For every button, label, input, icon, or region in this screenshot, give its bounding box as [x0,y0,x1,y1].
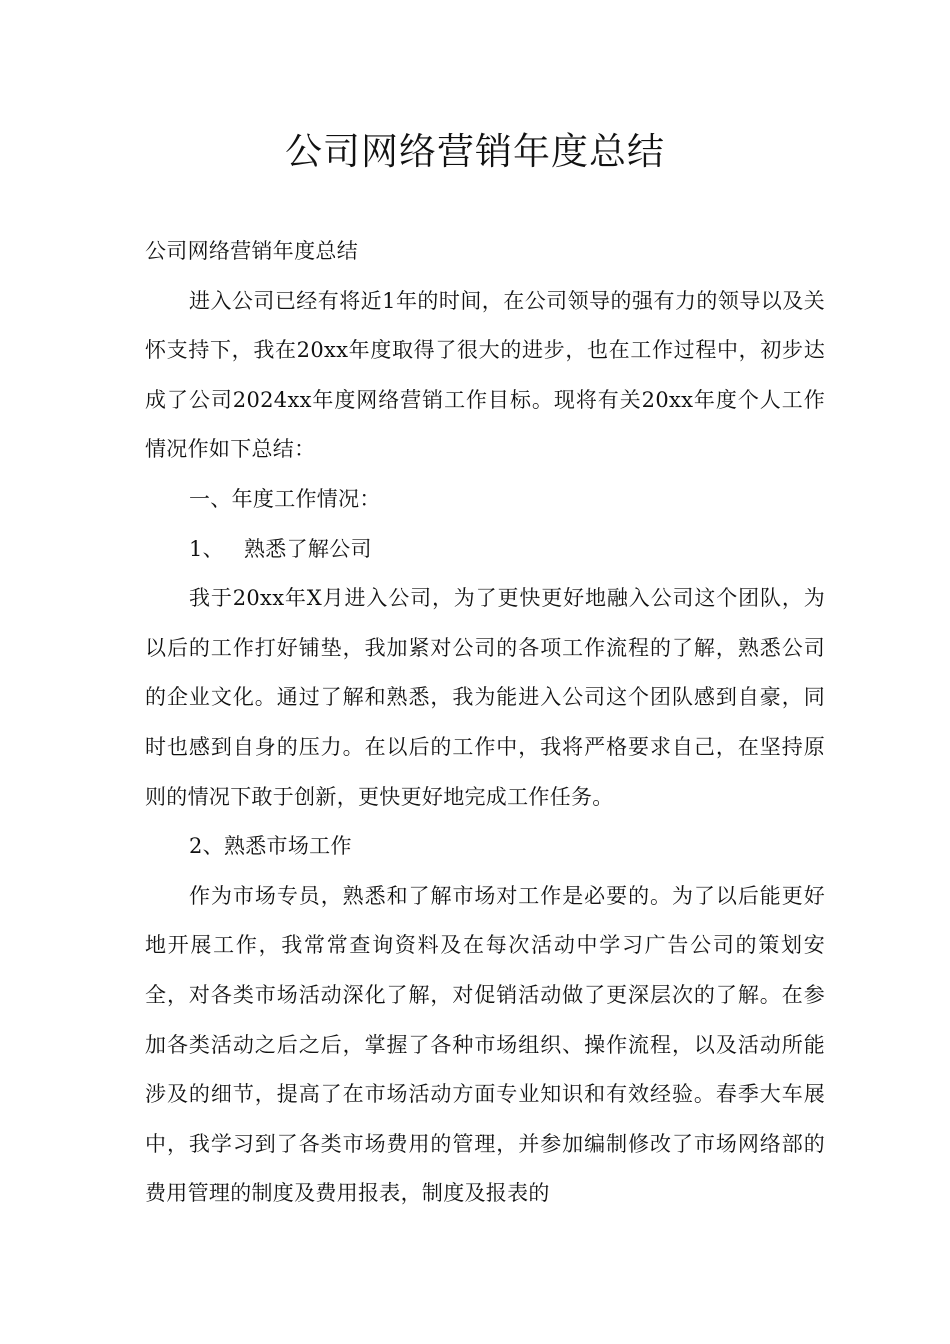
section2-paragraph: 作为市场专员，熟悉和了解市场对工作是必要的。为了以后能更好地开展工作，我常常查询资料及在每次活动中学习广告公司的策划安全，对各类市场活动深化了解，对促销活动做了更深层次的了解。在参加各类活动之后之后，掌握了各种市场组织、操作流程，以及活动所能涉及的细节，提高了在市场活动方面专业知识和有效经验。春季大车展中，我学习到了各类市场费用的管理，并参加编制修改了市场网络部的费用管理的制度及费用报表，制度及报表的 [145,883,825,1206]
subtitle: 公司网络营销年度总结 [145,239,358,263]
document-title: 公司网络营销年度总结 [285,130,665,173]
section1-heading: 熟悉了解公司 [243,536,372,561]
section1-heading-line [145,525,825,575]
intro-paragraph: 进入公司已经有将近1年的时间，在公司领导的强有力的领导以及关怀支持下，我在20xx年度取得了很大的进步，也在工作过程中，初步达成了公司2024xx年度网络营销工作目标。现将有关20xx年度个人工作情况作如下总结： [145,288,825,462]
section1-number: 1、 [189,536,224,561]
document-body [145,227,825,1219]
section1-paragraph: 我于20xx年X月进入公司，为了更快更好地融入公司这个团队，为以后的工作打好铺垫，我加紧对公司的各项工作流程的了解，熟悉公司的企业文化。通过了解和熟悉，我为能进入公司这个团队感到自豪，同时也感到自身的压力。在以后的工作中，我将严格要求自己，在坚持原则的情况下敢于创新，更快更好地完成工作任务。 [145,586,825,809]
section2-heading: 2、熟悉市场工作 [189,834,352,859]
section-heading-annual-work: 一、年度工作情况： [189,486,381,511]
